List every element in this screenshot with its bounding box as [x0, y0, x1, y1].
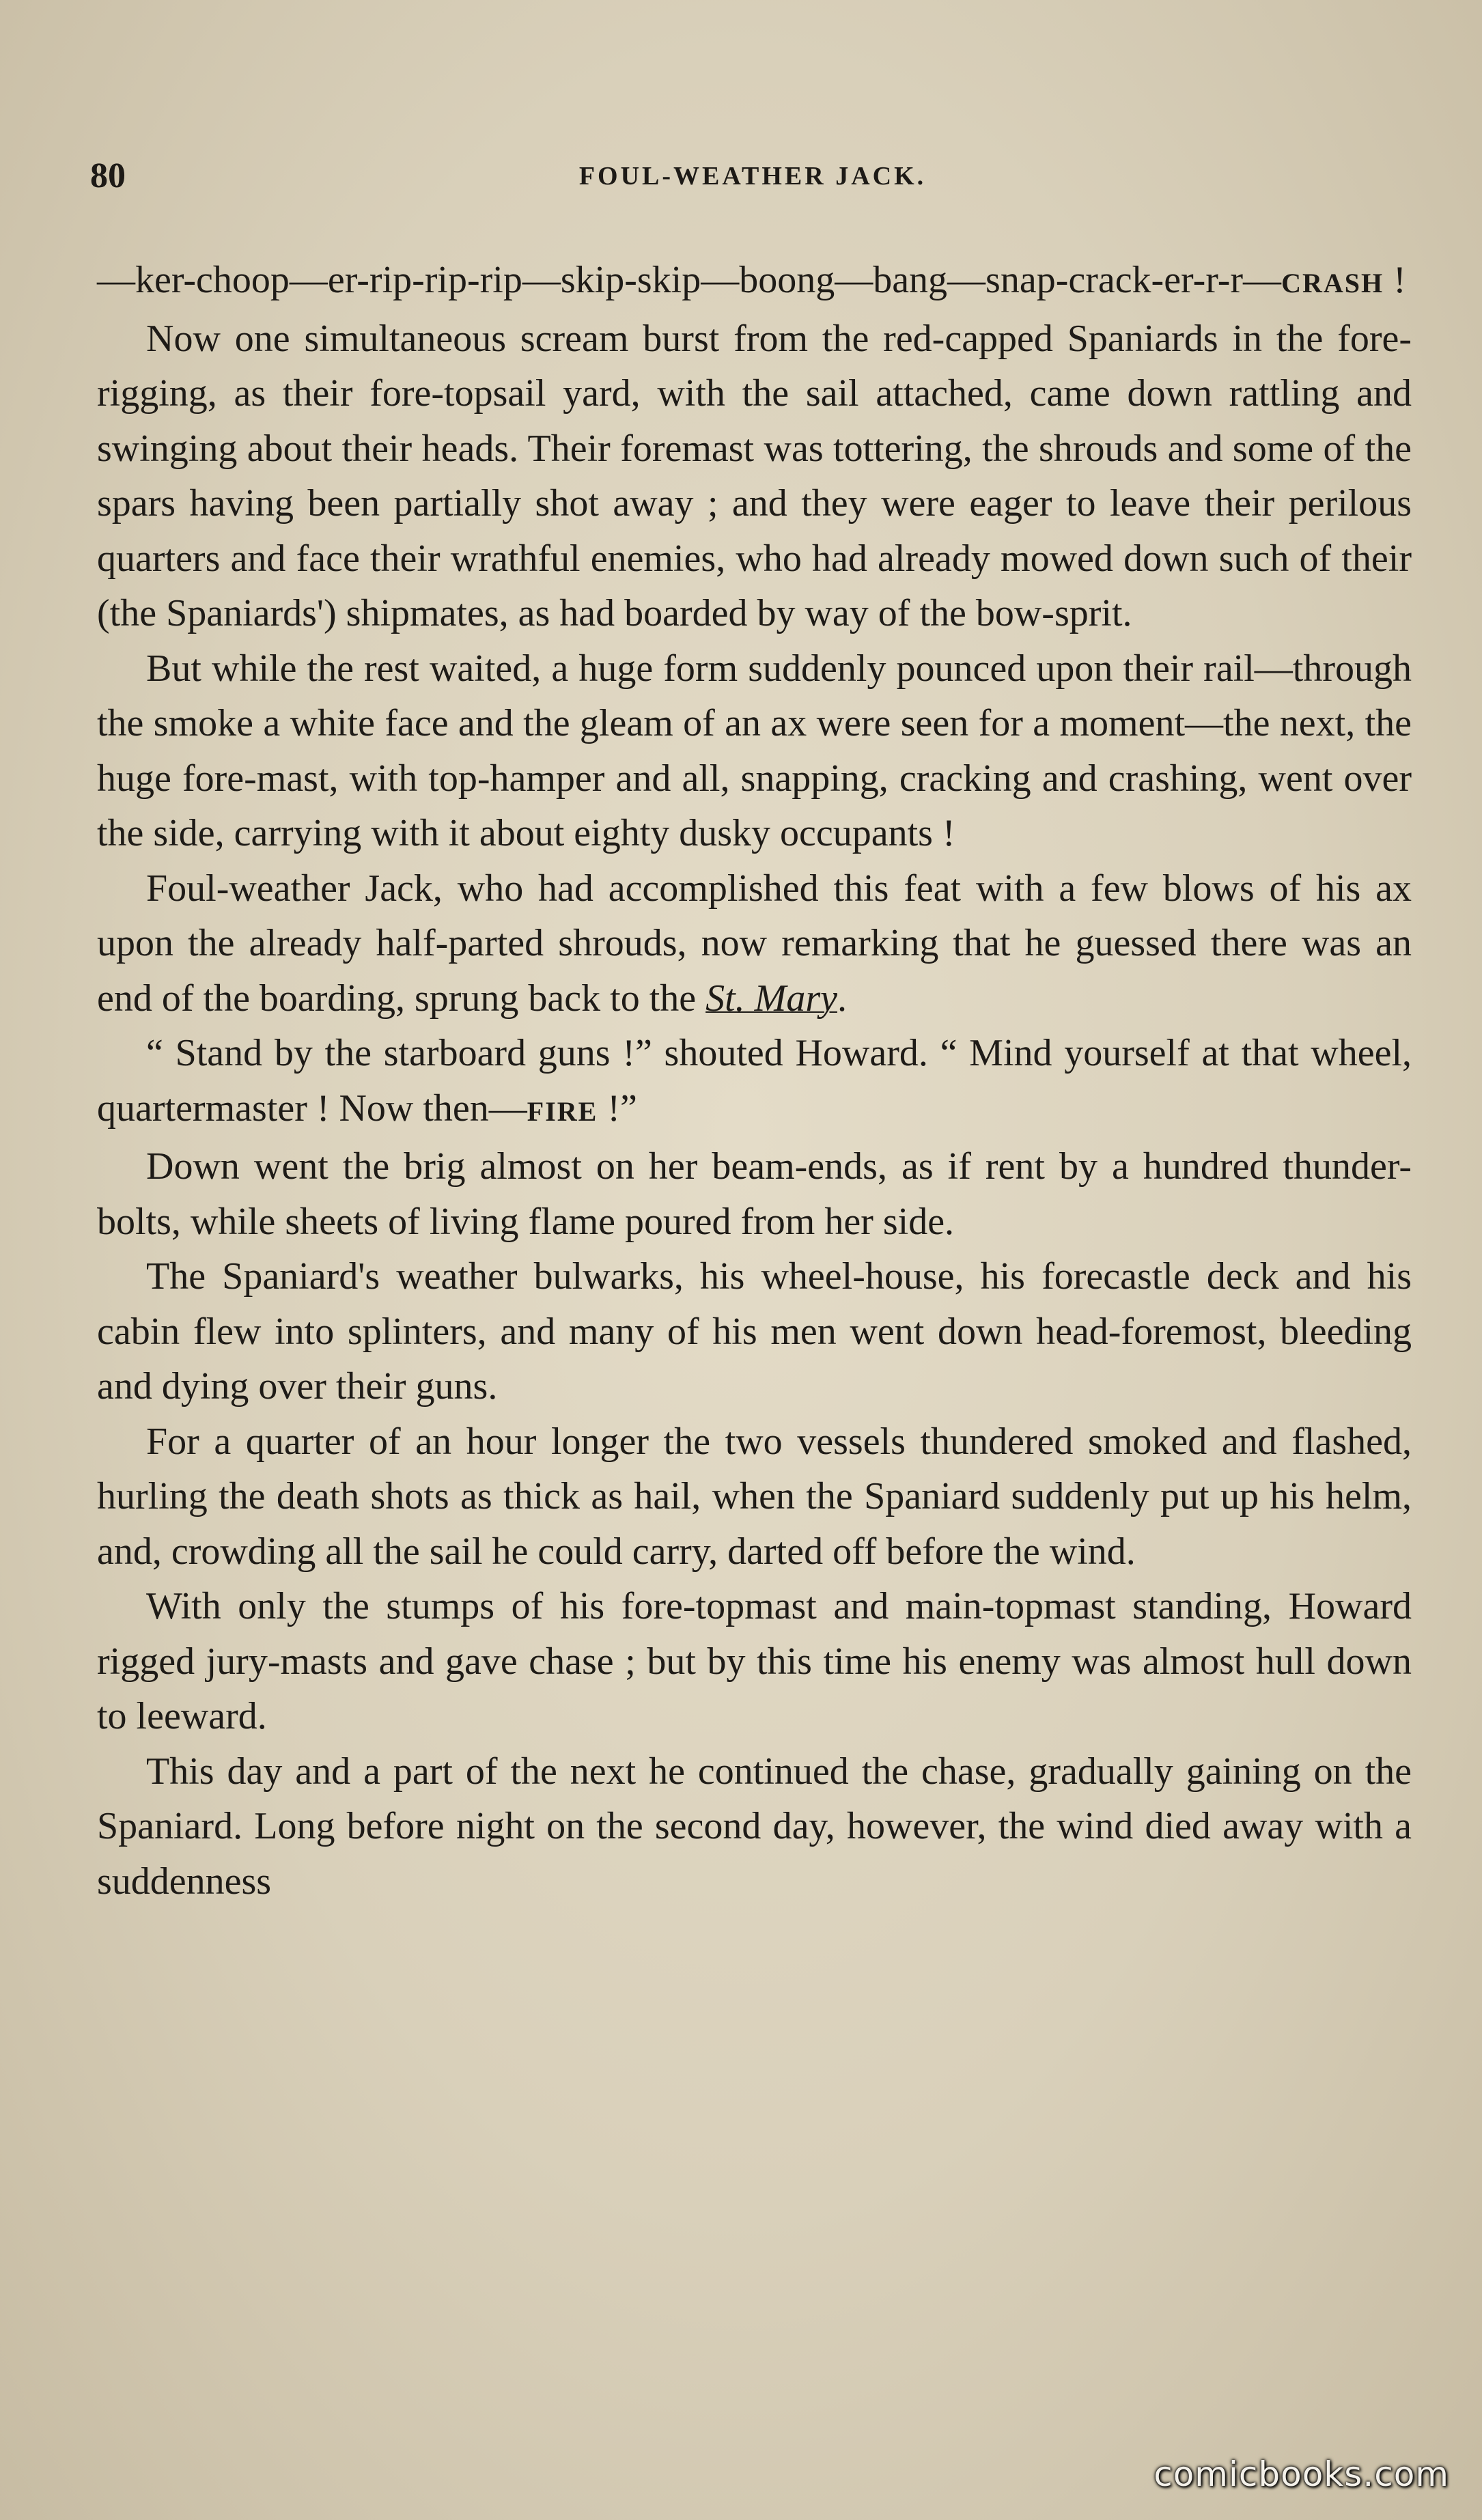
paragraph-7: The Spaniard's weather bulwarks, his wheel-house, his forecastle deck and his cabin flew into splinters, and many of his men went down head-foremost, bleeding and dying over their guns.: [97, 1255, 1412, 1408]
paragraph-5: [97, 1026, 1412, 1139]
paragraph-4-text: Foul-weather Jack, who had accomplished this feat with a few blows of his ax upon the already half-parted shrouds, now remarking that he guessed there was an end of the boarding, sprung back to the: [97, 867, 1412, 1020]
paragraph-9: With only the stumps of his fore-topmast and main-topmast standing, Howard rigged jury-masts and gave chase ; but by this time his enemy was almost hull down to leeward.: [97, 1585, 1412, 1737]
paragraph-4-end: .: [837, 977, 847, 1020]
body-text: [97, 253, 1412, 1909]
fire-smallcaps: FIRE: [527, 1095, 598, 1127]
paragraph-4: [97, 861, 1412, 1026]
paragraph-2: Now one simultaneous scream burst from the red-capped Spaniards in the fore-rigging, as their fore-topsail yard, with the sail attached, came down rattling and swinging about their heads. Their foremast was tottering, the shrouds and some of the spars having been partially shot away ; and they were eager to leave their perilous quarters and face their wrathful enemies, who had already mowed down such of their (the Spaniards') shipmates, as had boarded by way of the bow-sprit.: [97, 317, 1412, 634]
paragraph-3: But while the rest waited, a huge form suddenly pounced upon their rail—through the smoke a white face and the gleam of an ax were seen for a moment—the next, the huge fore-mast, with top-hamper and all, snapping, cracking and crashing, went over the side, carrying with it about eighty dusky occupants !: [97, 647, 1412, 854]
paragraph-10: This day and a part of the next he continued the chase, gradually gaining on the Spaniard. Long before night on the second day, however, the wind died away with a suddenness: [97, 1750, 1412, 1903]
site-watermark: comicbooks.com: [1154, 2454, 1449, 2494]
page-number: 80: [90, 156, 126, 195]
crash-smallcaps: CRASH: [1281, 268, 1384, 298]
ship-name: St. Mary: [705, 977, 837, 1020]
paragraph-1-end: !: [1384, 259, 1406, 301]
paragraph-8: For a quarter of an hour longer the two vessels thundered smoked and flashed, hurling the death shots as thick as hail, when the Spaniard suddenly put up his helm, and, crowding all the sail he could carry, darted off before the wind.: [97, 1420, 1412, 1573]
paragraph-5-text: “ Stand by the starboard guns !” shouted Howard. “ Mind yourself at that wheel, quartermaster ! Now then—: [97, 1032, 1412, 1130]
paragraph-5-end: !”: [598, 1087, 637, 1130]
paragraph-1: [97, 253, 1412, 311]
running-title: FOUL-WEATHER JACK.: [578, 162, 927, 191]
paragraph-6: Down went the brig almost on her beam-ends, as if rent by a hundred thunder-bolts, while sheets of living flame poured from her side.: [97, 1145, 1412, 1243]
paragraph-1-text: —ker-choop—er-rip-rip-rip—skip-skip—boong—bang—snap-crack-er-r-r—: [97, 259, 1282, 301]
running-header: [90, 156, 1415, 204]
